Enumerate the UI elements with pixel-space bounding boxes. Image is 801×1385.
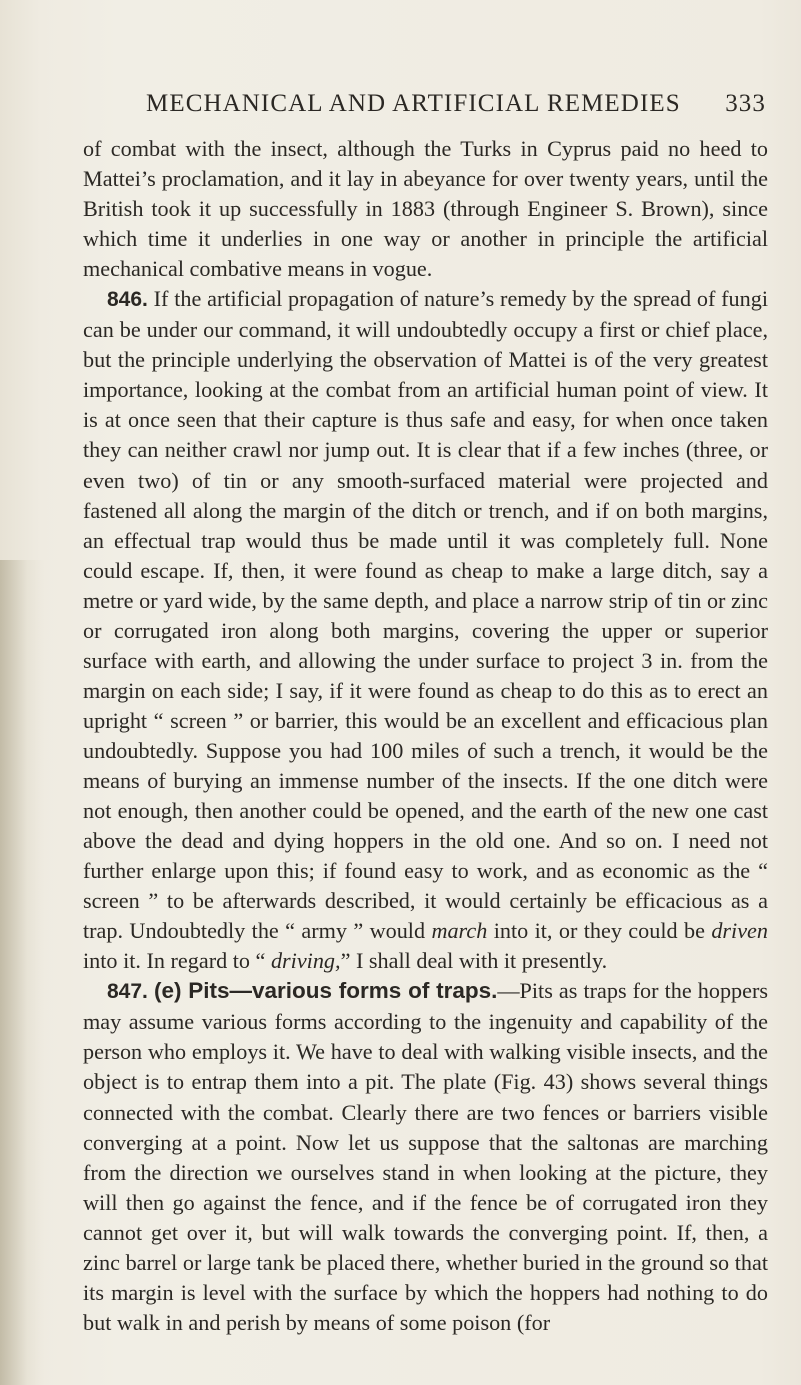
paragraph-text: If the artificial propagation of nature’s remedy by the spread of fungi can be under our command, it will undoubtedly occupy a first or chief place, but the principle underlying the observation of Mattei is of the very greatest importance, looking at the combat from an artificial human point of view. It is at once seen that their capture is thus safe and easy, for when once taken they can neither crawl nor jump out. It is clear that if a few inches (three, or even two) of tin or any smooth-surfaced material were projected and fastened all along the margin of the ditch or trench, and if on both margins, an effectual trap would thus be made until it was completely full. None could escape. If, then, it were found as cheap to make a large ditch, say a metre or yard wide, by the same depth, and place a narrow strip of tin or zinc or corrugated iron along both margins, covering the upper or superior surface with earth, and allowing the under surface to project 3 in. from the margin on each side; I say, if it were found as cheap to do this as to erect an upright “ screen ” or barrier, this would be an excellent and efficacious plan undoubtedly. Suppose you had 100 miles of such a trench, it would be the means of burying an immense number of the insects. If the one ditch were not enough, then another could be opened, and the earth of the new one cast above the dead and dying hoppers in the old one. And so on. I need not further enlarge upon this; if found easy to work, and as economic as the “ screen ” to be afterwards described, it would certainly be efficacious as a trap. Undoubtedly the “ army ” would [83,286,768,944]
paragraph-text: —Pits as traps for the hoppers may assume various forms according to the ingenuity and capability of the person who employs it. We have to deal with walking visible insects, and the object is to entrap them into a pit. The plate (Fig. 43) shows several things connected with the combat. Clearly there are two fences or barriers visible converging at a point. Now let us suppose that the saltonas are marching from the direction we ourselves stand in when looking at the picture, they will then go against the fence, and if the fence be of corrugated iron they cannot get over it, but will walk towards the converging point. If, then, a zinc barrel or large tank be placed there, whether buried in the ground so that its margin is level with the surface by which the hoppers had nothing to do but walk in and perish by means of some poison (for [83,978,769,1335]
italic-word: driven [711,918,768,944]
page-gutter-shadow [0,560,45,1385]
italic-word: driving, [270,948,341,974]
section-heading: (e) Pits—various forms of traps. [153,978,498,1004]
paragraph-number: 846. [107,288,148,312]
paragraph-846 [83,284,768,976]
paragraph-text: into it, or they could be [487,918,712,944]
paragraph-number: 847. [107,980,148,1004]
paragraph-text: ” I shall deal with it presently. [340,948,608,974]
running-title: MECHANICAL AND ARTIFICIAL REMEDIES [146,90,681,117]
paragraph-text: of combat with the insect, although the Turks in Cyprus paid no heed to Mattei’s proclamation, and it lay in abeyance for over twenty years, until the British took it up successfully in 1883 (through Engineer S. Brown), since which time it underlies in one way or another in principle the artificial mechanical combative means in vogue. [83,136,768,282]
paragraph-continuation [83,134,768,284]
paragraph-847 [83,976,768,1338]
paragraph-text: into it. In regard to “ [83,948,271,974]
page-number: 333 [725,90,766,117]
body-text [83,134,768,1338]
italic-word: march [431,918,488,944]
running-header [146,90,766,130]
